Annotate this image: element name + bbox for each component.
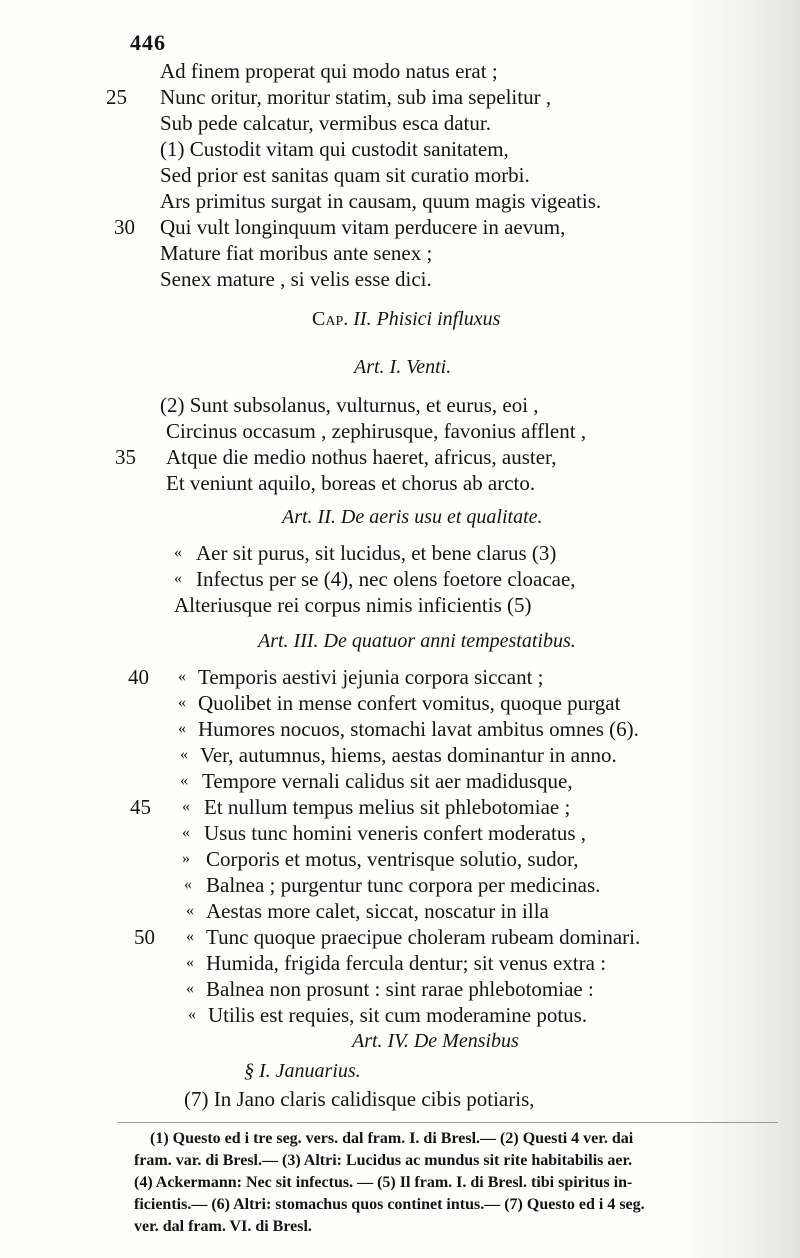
chapter-prefix: Cap. — [312, 308, 349, 330]
quote-mark: « — [186, 928, 194, 945]
footnote-line: (1) Questo ed i tre seg. vers. dal fram. I. di Bresl.— (2) Questi 4 ver. dai — [150, 1130, 634, 1147]
verse-line: (2) Sunt subsolanus, vulturnus, et eurus, eoi , — [160, 393, 539, 417]
quote-mark: « — [182, 824, 190, 841]
verse-line: Mature fiat moribus ante senex ; — [160, 241, 433, 265]
quote-mark: « — [186, 980, 194, 997]
verse-line: Sub pede calcatur, vermibus esca datur. — [160, 111, 491, 135]
verse-line: Sed prior est sanitas quam sit curatio morbi. — [160, 163, 530, 187]
verse-line: Aestas more calet, siccat, noscatur in illa — [206, 899, 549, 923]
verse-line: Balnea ; purgentur tunc corpora per medicinas. — [206, 873, 601, 897]
quote-mark: « — [180, 746, 188, 763]
article-heading: Art. I. Venti. — [354, 356, 452, 378]
quote-mark: « — [174, 544, 182, 561]
line-number: 30 — [114, 215, 135, 239]
quote-mark: « — [174, 570, 182, 587]
line-number: 45 — [130, 795, 151, 819]
verse-line: Ver, autumnus, hiems, aestas dominantur in anno. — [200, 743, 617, 767]
line-number: 40 — [128, 665, 149, 689]
page-number: 446 — [130, 30, 166, 55]
verse-line: Balnea non prosunt : sint rarae phlebotomiae : — [206, 977, 594, 1001]
chapter-title: II. Phisici influxus — [353, 308, 501, 330]
line-number: 25 — [106, 85, 127, 109]
quote-mark: « — [182, 798, 190, 815]
quote-mark: « — [180, 772, 188, 789]
verse-line: Et veniunt aquilo, boreas et chorus ab arcto. — [166, 471, 536, 495]
verse-line: Infectus per se (4), nec olens foetore cloacae, — [196, 567, 576, 591]
verse-line: Ars primitus surgat in causam, quum magis vigeatis. — [160, 189, 602, 213]
quote-mark: « — [186, 902, 194, 919]
quote-mark: « — [188, 1006, 196, 1023]
facing-page-bleed — [680, 0, 800, 1258]
line-number: 35 — [115, 445, 136, 469]
footnote-line: ficientis.— (6) Altri: stomachus quos continet intus.— (7) Questo ed i 4 seg. — [134, 1196, 645, 1213]
footnote-line: ver. dal fram. VI. di Bresl. — [134, 1218, 312, 1235]
article-heading: Art. III. De quatuor anni tempestatibus. — [258, 630, 576, 652]
verse-line: Circinus occasum , zephirusque, favonius afflent , — [166, 419, 587, 443]
footnote-rule — [118, 1122, 778, 1123]
verse-line: Humida, frigida fercula dentur; sit venus extra : — [206, 951, 607, 975]
verse-line: (1) Custodit vitam qui custodit sanitatem, — [160, 137, 509, 161]
footnote-line: (4) Ackermann: Nec sit infectus. — (5) Il fram. I. di Bresl. tibi spiritus in- — [134, 1174, 633, 1191]
verse-line: Nunc oritur, moritur statim, sub ima sepelitur , — [160, 85, 552, 109]
chapter-heading — [312, 306, 500, 332]
verse-line: Utilis est requies, sit cum moderamine potus. — [208, 1003, 588, 1027]
verse-line: Ad finem properat qui modo natus erat ; — [160, 59, 498, 83]
verse-line: Qui vult longinquum vitam perducere in aevum, — [160, 215, 566, 239]
quote-mark: « — [184, 876, 192, 893]
article-heading: Art. II. De aeris usu et qualitate. — [282, 506, 543, 528]
verse-line: Usus tunc homini veneris confert moderatus , — [204, 821, 586, 845]
line-number: 50 — [134, 925, 155, 949]
verse-line: (7) In Jano claris calidisque cibis potiaris, — [184, 1087, 535, 1111]
quote-mark: « — [178, 668, 186, 685]
verse-line: Humores nocuos, stomachi lavat ambitus omnes (6). — [198, 717, 639, 741]
quote-mark: « — [178, 720, 186, 737]
verse-line: Atque die medio nothus haeret, africus, auster, — [166, 445, 557, 469]
article-heading: Art. IV. De Mensibus — [352, 1030, 519, 1052]
verse-line: Alteriusque rei corpus nimis inficientis (5) — [174, 593, 532, 617]
verse-line: Temporis aestivi jejunia corpora siccant ; — [198, 665, 544, 689]
verse-line: Aer sit purus, sit lucidus, et bene clarus (3) — [196, 541, 557, 565]
verse-line: Tempore vernali calidus sit aer madidusque, — [202, 769, 573, 793]
verse-line: Tunc quoque praecipue choleram rubeam dominari. — [206, 925, 641, 949]
verse-line: Et nullum tempus melius sit phlebotomiae ; — [204, 795, 571, 819]
footnote-line: fram. var. di Bresl.— (3) Altri: Lucidus ac mundus sit rite habitabilis aer. — [134, 1152, 633, 1169]
verse-line: Corporis et motus, ventrisque solutio, sudor, — [206, 847, 579, 871]
quote-mark: « — [186, 954, 194, 971]
verse-line: Senex mature , si velis esse dici. — [160, 267, 432, 291]
quote-mark: » — [182, 850, 190, 867]
section-heading: § I. Januarius. — [244, 1060, 361, 1082]
quote-mark: « — [178, 694, 186, 711]
verse-line: Quolibet in mense confert vomitus, quoque purgat — [198, 691, 621, 715]
